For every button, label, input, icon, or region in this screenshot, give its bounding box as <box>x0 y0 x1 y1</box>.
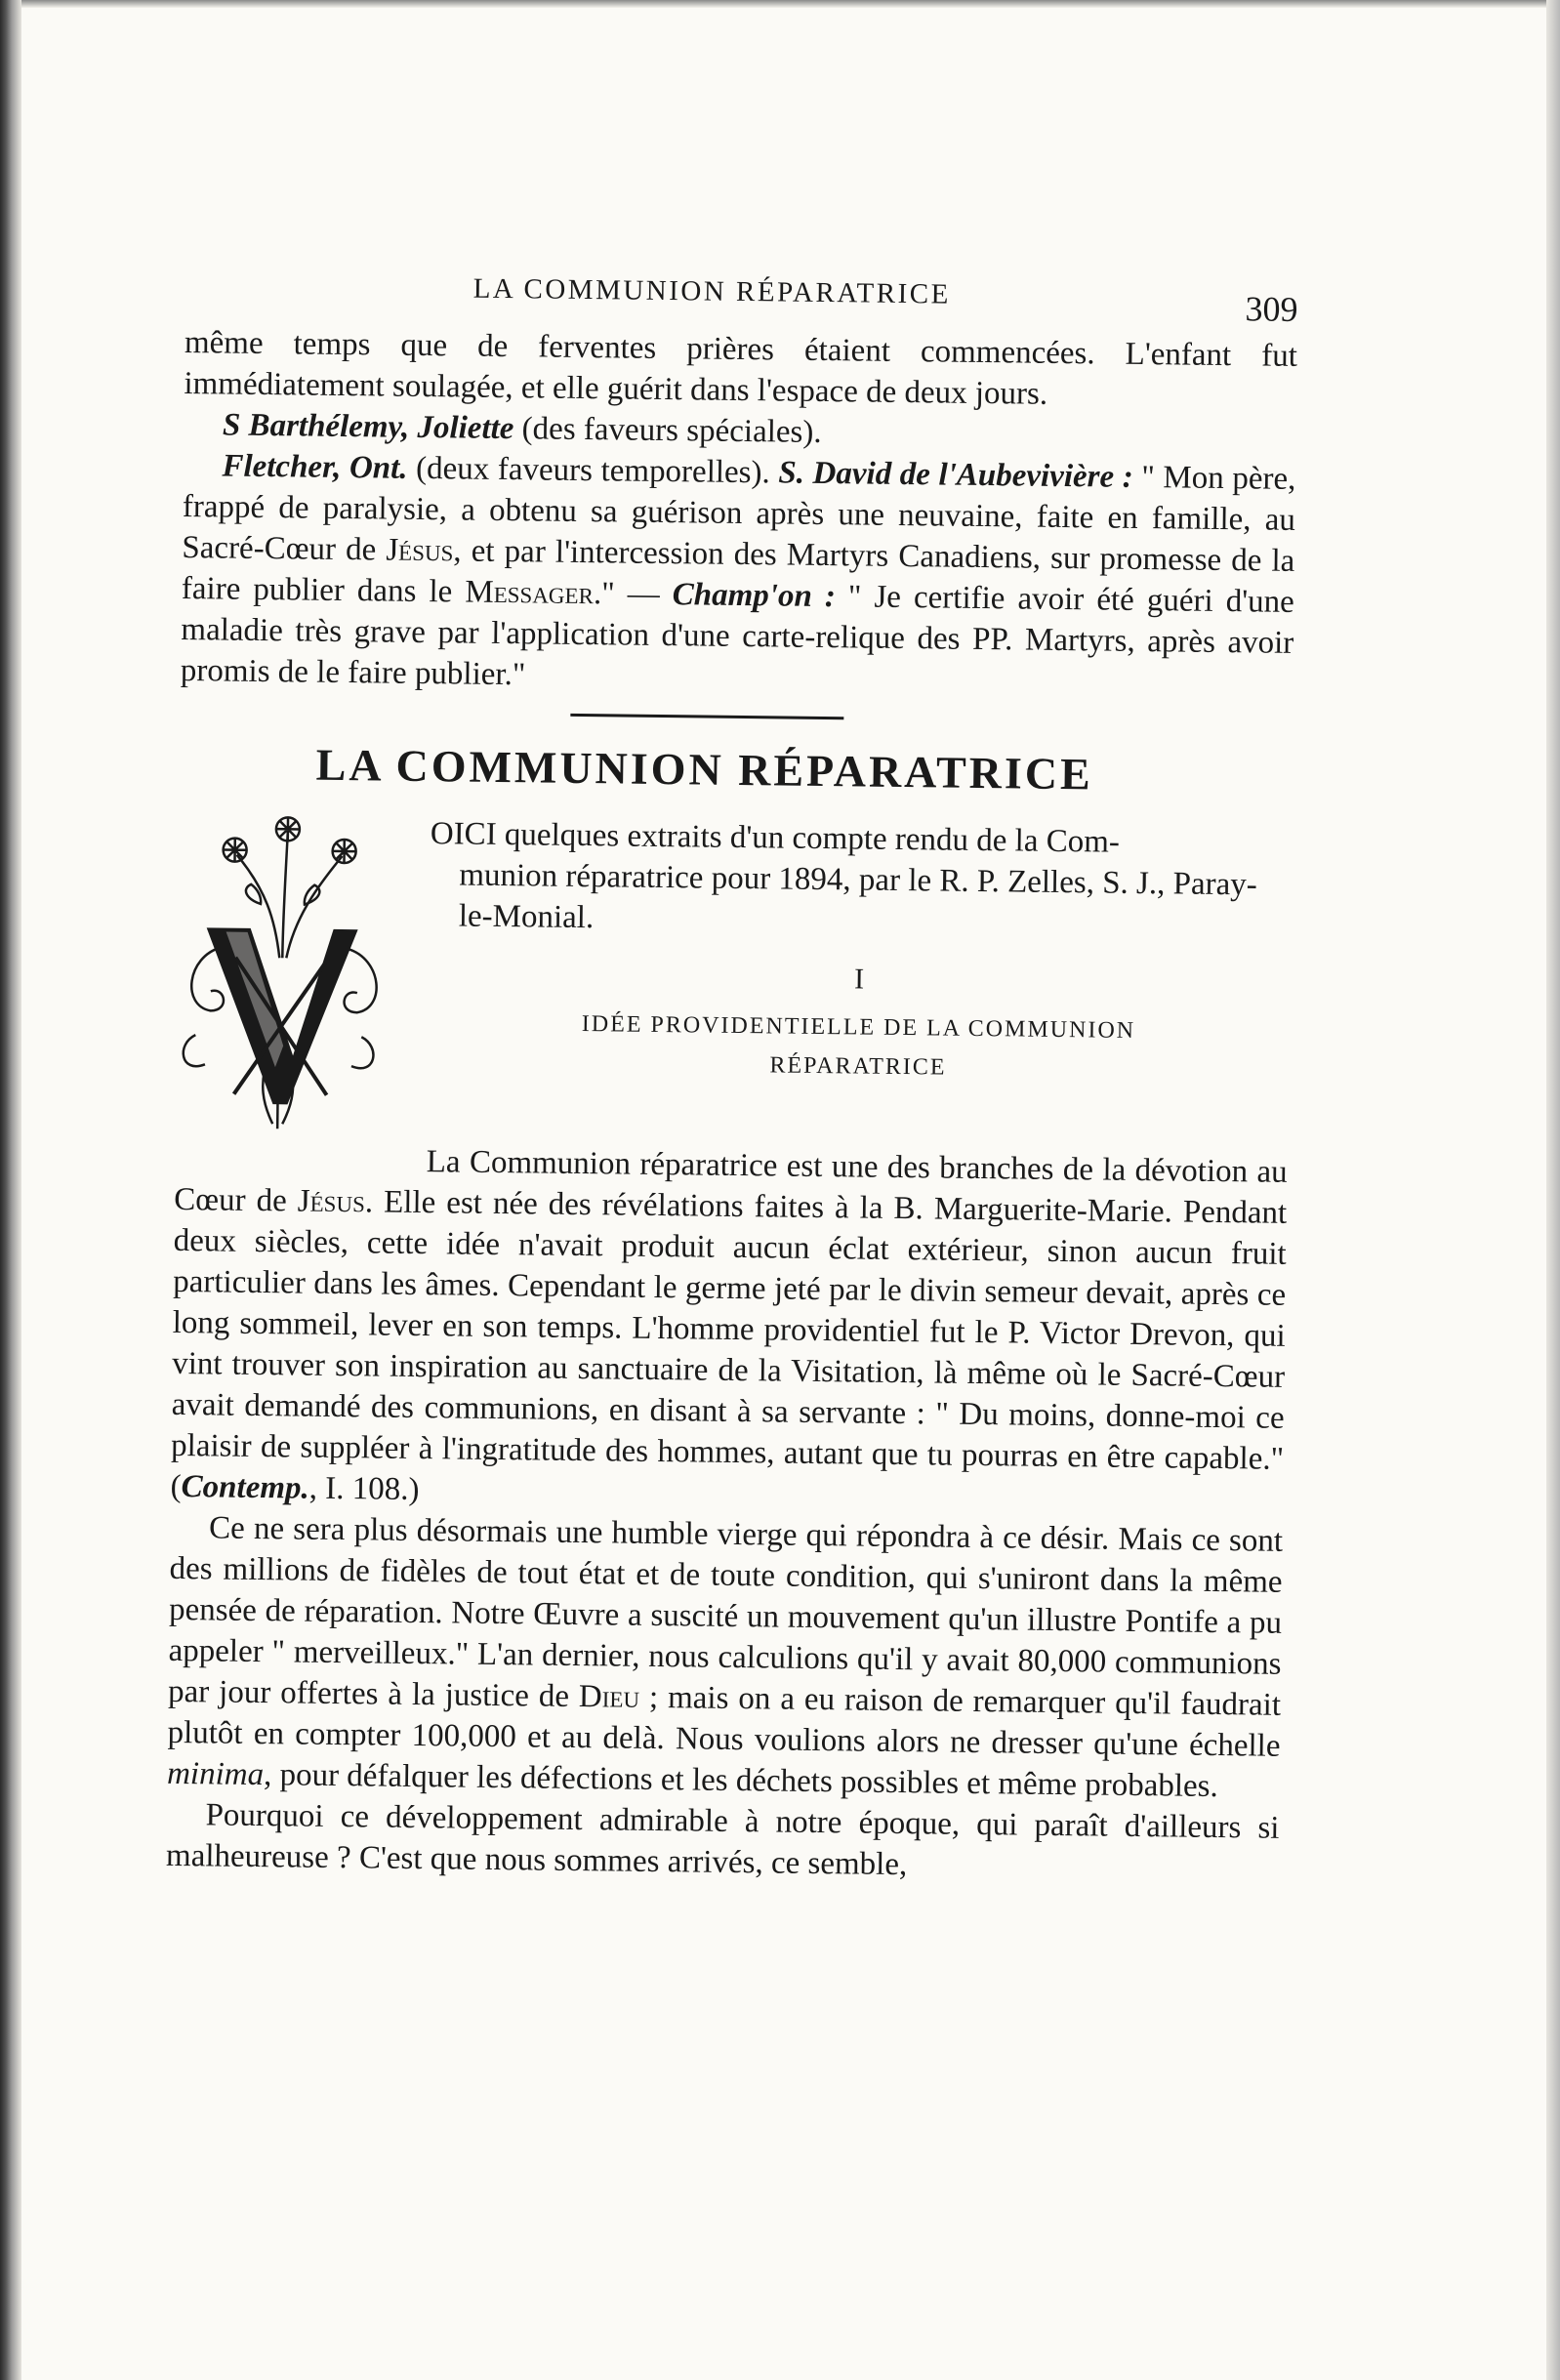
section-number: I <box>853 963 865 996</box>
entry-text: ." — <box>593 576 673 613</box>
lead-block <box>175 810 1292 1146</box>
place-name: Fletcher, Ont. <box>222 448 408 486</box>
lead-continuation: munion réparatrice pour 1894, par le R. P. Zelles, S. J., Paray-le-Monial. <box>458 857 1257 936</box>
section-heading <box>428 1003 1290 1091</box>
running-title: LA COMMUNION RÉPARATRICE <box>472 272 951 310</box>
section-heading-line-1: IDÉE PROVIDENTIELLE DE LA COMMUNION <box>581 1011 1136 1044</box>
place-name: Champ'on : <box>672 577 837 615</box>
paragraph-text: , I. 108.) <box>308 1470 420 1508</box>
scan-edge-top <box>0 0 1560 8</box>
favour-entry-fletcher <box>181 445 1296 705</box>
paragraph-text: La Communion réparatrice est une des branches de la dévotion au Cœur de <box>174 1144 1288 1219</box>
article-title: LA COMMUNION RÉPARATRICE <box>315 739 1094 800</box>
entry-text: , et par l'intercession des Martyrs Canadiens, sur promesse de la faire publier dans le <box>181 533 1295 610</box>
messager-name: Messager <box>465 574 595 612</box>
emphasis-minima: minima <box>166 1755 265 1793</box>
body-paragraph-2 <box>167 1507 1284 1808</box>
lead-first-line: OICI quelques extraits d'un compte rendu de la Com- <box>430 816 1121 860</box>
jesus-name: Jésus <box>386 532 454 569</box>
entry-text: (des faveurs spéciales). <box>513 411 822 450</box>
paragraph-text: , pour défalquer les défections et les déchets possibles et même probables. <box>263 1757 1218 1805</box>
book-page <box>166 262 1298 1890</box>
ornamental-dropcap-v-icon <box>165 810 393 1135</box>
lead-paragraph <box>430 813 1292 947</box>
entry-text: (deux faveurs temporelles). <box>407 450 779 491</box>
jesus-name: Jésus <box>297 1183 366 1220</box>
dieu-name: Dieu <box>578 1679 640 1715</box>
scan-edge-left <box>0 0 21 2380</box>
place-name: S. David de l'Aubevivière : <box>778 455 1133 495</box>
page-number: 309 <box>1245 289 1298 329</box>
paragraph-text: . Elle est née des révélations faites à la B. Marguerite-Marie. Pendant deux siècles, cette idée n'avait produit aucun éclat extérieur, sinon aucun fruit particulier dans les âmes. Cependant le germe jeté par le divin semeur devait, après ce long sommeil, lever en son temps. L'homme providentiel fut le P. Victor Drevon, qui vint trouver son inspiration au sanctuaire de la Visitation, là même où le Sacré-Cœur avait demandé des communions, en disant à sa servante : " Du moins, donne-moi ce plaisir de suppléer à l'ingratitude des hommes, autant que tu pourras en être capable." ( <box>170 1184 1288 1505</box>
scan-edge-right <box>1546 0 1560 2380</box>
section-heading-line-2: RÉPARATRICE <box>769 1052 947 1081</box>
paragraph-text: Ce ne sera plus désormais une humble vierge qui répondra à ce désir. Mais ce sont des millions de fidèles de tout état et de toute condition, qui s'uniront dans la même pensée de réparation. Notre Œuvre a suscité un mouvement qu'un illustre Pontife a pu appeler " merveilleux." L'an dernier, nous calculions qu'il y avait 80,000 communions par jour offertes à la justice de <box>167 1510 1284 1715</box>
body-paragraph-1 <box>170 1138 1288 1521</box>
section-divider-rule <box>570 714 843 719</box>
entry-text: " Je certifie avoir été guéri d'une maladie très grave par l'application d'une carte-relique des PP. Martyrs, après avoir promis de le faire publier." <box>180 579 1295 693</box>
continuation-paragraph: même temps que de ferventes prières étaient commencées. L'enfant fut immédiatement soulagée, et elle guérit dans l'espace de deux jours. <box>184 324 1298 412</box>
reference-title: Contemp. <box>181 1469 309 1506</box>
place-name: S Barthélemy, Joliette <box>222 407 514 447</box>
entry-text: " Mon père, frappé de paralysie, a obtenu sa guérison après une neuvaine, faite en famille, au Sacré-Cœur de <box>182 459 1296 568</box>
paragraph-text: ; mais on a eu raison de remarquer qu'il faudrait plutôt en compter 100,000 et au delà. Nous voulions alors ne dresser qu'une échelle <box>167 1679 1282 1764</box>
article-body <box>166 1138 1288 1890</box>
body-paragraph-3: Pourquoi ce développement admirable à notre époque, qui paraît d'ailleurs si malheureuse ? C'est que nous sommes arrivés, ce semble, <box>165 1797 1280 1883</box>
